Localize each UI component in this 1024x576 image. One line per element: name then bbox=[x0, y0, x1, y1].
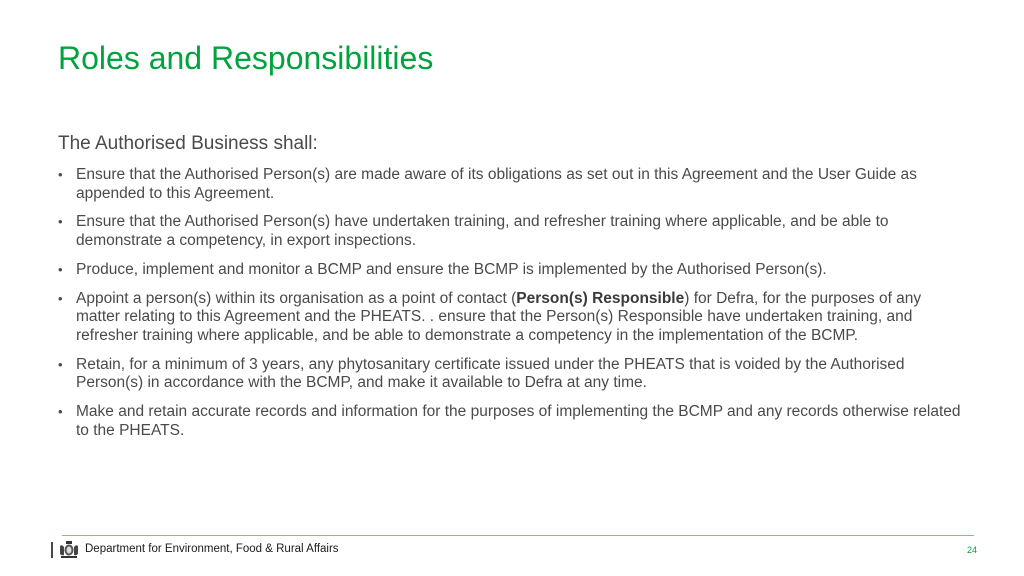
footer-divider bbox=[62, 535, 974, 536]
bullet-item bbox=[58, 261, 963, 280]
bullet-item bbox=[58, 166, 963, 203]
person-responsible-term: Person(s) Responsible bbox=[516, 289, 685, 307]
bullet-item bbox=[58, 356, 963, 393]
intro-text: The Authorised Business shall: bbox=[58, 133, 318, 154]
bullet-text: Make and retain accurate records and information for the purposes of implementing the BCMP and any records otherwise related to the PHEATS. bbox=[76, 403, 961, 439]
page-number: 24 bbox=[966, 545, 977, 555]
footer-bar bbox=[51, 542, 53, 558]
slide-title: Roles and Responsibilities bbox=[58, 40, 434, 76]
bullet-icon: • bbox=[58, 214, 63, 230]
bullet-text: Ensure that the Authorised Person(s) have undertaken training, and refresher training where applicable, and be able to demonstrate a competency, in export inspections. bbox=[76, 213, 889, 250]
bullet-icon: • bbox=[58, 290, 63, 306]
bullet-icon: • bbox=[58, 261, 63, 277]
bullet-list bbox=[58, 166, 963, 450]
bullet-icon: • bbox=[58, 356, 63, 372]
bullet-text: Ensure that the Authorised Person(s) are made aware of its obligations as set out in this Agreement and the User Guide as appended to this Agreement. bbox=[76, 166, 917, 202]
bullet-item bbox=[58, 213, 963, 250]
bullet-item bbox=[58, 290, 963, 346]
bullet-item bbox=[58, 403, 963, 440]
bullet-icon: • bbox=[58, 167, 63, 182]
bullet-text-after: ) for Defra, for the purposes of any matter relating to this Agreement and the PHEATS. . ensure that the Person(s) Responsible have undertaken training, and refresher training where applicable, and be able to demonstrate a competency in the implementation of the BCMP. bbox=[76, 289, 922, 344]
bullet-text: Retain, for a minimum of 3 years, any phytosanitary certificate issued under the PHEATS that is voided by the Authorised Person(s) in accordance with the BCMP, and make it available to Defra at any time. bbox=[76, 355, 905, 392]
bullet-icon: • bbox=[58, 404, 63, 420]
bullet-text-before: Appoint a person(s) within its organisation as a point of contact ( bbox=[76, 289, 517, 307]
department-name: Department for Environment, Food & Rural Affairs bbox=[85, 543, 339, 555]
bullet-text: Produce, implement and monitor a BCMP and ensure the BCMP is implemented by the Authorised Person(s). bbox=[76, 260, 827, 278]
royal-crest-icon bbox=[58, 541, 80, 559]
